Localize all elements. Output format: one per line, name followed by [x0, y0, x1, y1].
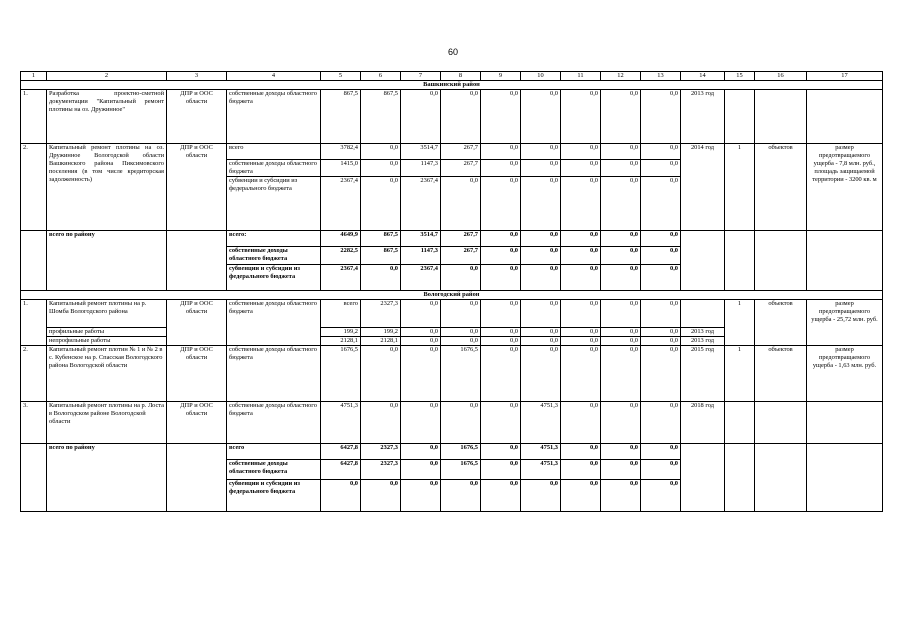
value-cell: 2327,3 — [361, 444, 401, 460]
table-row — [21, 144, 883, 160]
value-cell: 0,0 — [521, 231, 561, 247]
table-body — [21, 72, 883, 512]
value-cell: 4751,3 — [521, 444, 561, 460]
total-label-cell: всего по району — [47, 444, 167, 512]
value-cell: 4751,3 — [321, 402, 361, 444]
total-row — [21, 231, 883, 247]
value-cell: 0,0 — [641, 247, 681, 265]
value-cell: 867,5 — [361, 247, 401, 265]
value-cell: 0,0 — [601, 231, 641, 247]
funding-source-cell: собственные доходы областного бюджета — [227, 346, 321, 402]
value-cell: 0,0 — [481, 300, 521, 328]
value-cell: 0,0 — [601, 265, 641, 291]
quantity-cell — [725, 402, 755, 444]
column-number: 5 — [321, 72, 361, 81]
value-cell: 0,0 — [441, 300, 481, 328]
value-cell: 267,7 — [441, 231, 481, 247]
column-number: 3 — [167, 72, 227, 81]
value-cell: 0,0 — [601, 402, 641, 444]
value-cell: 0,0 — [561, 480, 601, 512]
value-cell: 0,0 — [361, 480, 401, 512]
value-cell: 0,0 — [641, 300, 681, 328]
executor-cell: ДПР и ООС области — [167, 346, 227, 402]
value-cell: 0,0 — [561, 402, 601, 444]
value-cell: 0,0 — [601, 247, 641, 265]
value-cell: 0,0 — [601, 160, 641, 177]
column-number-row — [21, 72, 883, 81]
value-cell: 0,0 — [601, 337, 641, 346]
funding-source-cell: субвенции и субсидии из федерального бюджета — [227, 480, 321, 512]
value-cell: 6427,8 — [321, 444, 361, 460]
value-cell: 0,0 — [561, 90, 601, 144]
measure-name-cell: Капитальный ремонт плотины на р. Лоста в Вологодском районе Вологодской области — [47, 402, 167, 444]
value-cell: 0,0 — [401, 90, 441, 144]
value-cell: 3782,4 — [321, 144, 361, 160]
executor-cell: ДПР и ООС области — [167, 402, 227, 444]
quantity-cell: 1 — [725, 144, 755, 231]
value-cell: 2128,1 — [361, 337, 401, 346]
value-cell: 0,0 — [521, 177, 561, 231]
column-number: 10 — [521, 72, 561, 81]
empty-cell — [755, 444, 807, 512]
column-number: 17 — [807, 72, 883, 81]
value-cell: 0,0 — [441, 265, 481, 291]
effect-cell — [807, 90, 883, 144]
value-cell: 0,0 — [641, 144, 681, 160]
measure-name-cell: Капитальный ремонт плотины на оз. Дружинное Вологодской области Вашкинского района Пиксимовского поселения (в том числе кредиторская задолженность) — [47, 144, 167, 231]
row-number-cell: 2. — [21, 144, 47, 231]
row-number-cell: 1. — [21, 90, 47, 144]
executor-cell: ДПР и ООС области — [167, 144, 227, 231]
empty-cell — [725, 444, 755, 512]
value-cell: 0,0 — [641, 480, 681, 512]
value-cell: 0,0 — [561, 177, 601, 231]
value-cell: 0,0 — [481, 160, 521, 177]
effect-cell: размер предотвращаемого ущерба - 25,72 млн. руб. — [807, 300, 883, 346]
unit-cell: объектов — [755, 144, 807, 231]
year-cell — [681, 300, 725, 328]
effect-cell — [807, 402, 883, 444]
value-cell: 1676,5 — [441, 444, 481, 460]
district-title: Вашкинский район — [21, 81, 883, 90]
value-cell: 0,0 — [641, 346, 681, 402]
value-cell: 0,0 — [481, 480, 521, 512]
value-cell: 0,0 — [521, 160, 561, 177]
value-cell: 0,0 — [641, 337, 681, 346]
value-cell: 0,0 — [601, 144, 641, 160]
value-cell: 0,0 — [561, 144, 601, 160]
value-cell: 1147,3 — [401, 160, 441, 177]
page-number: 60 — [447, 47, 458, 57]
value-cell: 867,5 — [361, 231, 401, 247]
value-cell: 0,0 — [561, 337, 601, 346]
funding-source-cell: собственные доходы областного бюджета — [227, 300, 321, 346]
value-cell: 0,0 — [521, 337, 561, 346]
column-number: 2 — [47, 72, 167, 81]
value-cell: 0,0 — [481, 177, 521, 231]
row-number-cell: 1. — [21, 300, 47, 346]
value-cell: 0,0 — [601, 444, 641, 460]
empty-cell — [21, 444, 47, 512]
value-cell: 1676,5 — [441, 460, 481, 480]
column-number: 15 — [725, 72, 755, 81]
value-cell: 0,0 — [481, 460, 521, 480]
column-number: 12 — [601, 72, 641, 81]
measure-name-cell: Разработка проектно-сметной документации "Капитальный ремонт плотины на оз. Дружинное" — [47, 90, 167, 144]
measure-name-cell: Капитальный ремонт плотины на р. Шомба Вологодского района — [47, 300, 167, 328]
value-cell: 0,0 — [521, 300, 561, 328]
value-cell: 2327,3 — [361, 460, 401, 480]
column-number: 16 — [755, 72, 807, 81]
empty-cell — [807, 444, 883, 512]
value-cell: 0,0 — [401, 337, 441, 346]
value-cell: 0,0 — [521, 480, 561, 512]
column-number: 13 — [641, 72, 681, 81]
value-cell: 0,0 — [441, 90, 481, 144]
column-number: 9 — [481, 72, 521, 81]
value-cell: 0,0 — [361, 160, 401, 177]
funding-source-cell: всего — [227, 144, 321, 160]
value-cell: 0,0 — [561, 300, 601, 328]
quantity-cell: 1 — [725, 346, 755, 402]
value-cell: 0,0 — [641, 444, 681, 460]
column-number: 4 — [227, 72, 321, 81]
empty-cell — [755, 231, 807, 291]
funding-source-cell: субвенции и субсидии из федерального бюджета — [227, 177, 321, 231]
value-cell: 0,0 — [641, 177, 681, 231]
value-cell: 867,5 — [361, 90, 401, 144]
value-cell: 0,0 — [401, 402, 441, 444]
funding-source-cell: собственные доходы областного бюджета — [227, 90, 321, 144]
empty-cell — [21, 231, 47, 291]
empty-cell — [167, 444, 227, 512]
value-cell: 0,0 — [601, 346, 641, 402]
value-cell: 0,0 — [401, 300, 441, 328]
row-number-cell: 2. — [21, 346, 47, 402]
column-number: 8 — [441, 72, 481, 81]
value-cell: 0,0 — [481, 346, 521, 402]
column-number: 1 — [21, 72, 47, 81]
quantity-cell — [725, 90, 755, 144]
value-cell: 4751,3 — [521, 460, 561, 480]
value-cell: 2367,4 — [321, 265, 361, 291]
empty-cell — [167, 231, 227, 291]
table-row — [21, 300, 883, 328]
value-cell: 0,0 — [481, 328, 521, 337]
value-cell: 0,0 — [561, 231, 601, 247]
value-cell: 0,0 — [401, 460, 441, 480]
value-cell: 0,0 — [361, 346, 401, 402]
empty-cell — [725, 231, 755, 291]
value-cell: 0,0 — [561, 328, 601, 337]
value-cell: 0,0 — [521, 328, 561, 337]
value-cell: 0,0 — [361, 177, 401, 231]
value-cell: 0,0 — [601, 328, 641, 337]
value-cell: 0,0 — [401, 328, 441, 337]
value-cell: 0,0 — [601, 90, 641, 144]
value-cell: 1676,5 — [441, 346, 481, 402]
district-row — [21, 81, 883, 90]
value-cell: 0,0 — [441, 328, 481, 337]
year-cell: 2013 год — [681, 337, 725, 346]
value-cell: 2282,5 — [321, 247, 361, 265]
value-cell: 0,0 — [401, 480, 441, 512]
value-cell: 0,0 — [441, 480, 481, 512]
quantity-cell: 1 — [725, 300, 755, 346]
value-cell: 0,0 — [361, 144, 401, 160]
value-cell: 267,7 — [441, 247, 481, 265]
value-cell: 0,0 — [481, 231, 521, 247]
total-label-cell: всего по району — [47, 231, 167, 291]
value-cell: 6427,8 — [321, 460, 361, 480]
value-cell: 0,0 — [641, 328, 681, 337]
value-cell: 0,0 — [481, 265, 521, 291]
value-cell: 0,0 — [401, 346, 441, 402]
value-cell: 0,0 — [521, 346, 561, 402]
value-cell: 0,0 — [521, 144, 561, 160]
value-cell: 0,0 — [561, 160, 601, 177]
column-number: 7 — [401, 72, 441, 81]
budget-table — [20, 71, 883, 512]
year-cell: 2013 год — [681, 328, 725, 337]
value-cell: 0,0 — [521, 247, 561, 265]
value-cell: 0,0 — [321, 480, 361, 512]
table-row — [21, 90, 883, 144]
empty-cell — [681, 444, 725, 512]
value-cell: 0,0 — [601, 480, 641, 512]
value-cell: 3514,7 — [401, 231, 441, 247]
year-cell: 2013 год — [681, 90, 725, 144]
executor-cell: ДПР и ООС области — [167, 300, 227, 346]
value-cell: 0,0 — [521, 265, 561, 291]
unit-cell — [755, 402, 807, 444]
measure-name-cell: профильные работы — [47, 328, 167, 337]
value-cell: 3514,7 — [401, 144, 441, 160]
value-cell: 0,0 — [641, 160, 681, 177]
value-cell: 2327,3 — [361, 300, 401, 328]
value-cell: 1676,5 — [321, 346, 361, 402]
funding-source-cell: всего: — [227, 231, 321, 247]
value-cell: 267,7 — [441, 160, 481, 177]
value-cell: 0,0 — [481, 247, 521, 265]
value-cell: 1415,0 — [321, 160, 361, 177]
funding-source-cell: собственные доходы областного бюджета — [227, 460, 321, 480]
empty-cell — [807, 231, 883, 291]
value-cell: 2367,4 — [401, 265, 441, 291]
value-cell: 0,0 — [561, 247, 601, 265]
value-cell: 199,2 — [321, 328, 361, 337]
funding-source-cell: субвенции и субсидии из федерального бюджета — [227, 265, 321, 291]
value-cell: 0,0 — [561, 265, 601, 291]
column-number: 6 — [361, 72, 401, 81]
value-cell: 2128,1 — [321, 337, 361, 346]
value-cell: 0,0 — [641, 402, 681, 444]
funding-source-cell: всего — [227, 444, 321, 460]
value-cell: 0,0 — [641, 460, 681, 480]
value-cell: 0,0 — [441, 402, 481, 444]
empty-cell — [681, 231, 725, 291]
row-number-cell: 3. — [21, 402, 47, 444]
total-row — [21, 444, 883, 460]
measure-name-cell: непрофильные работы — [47, 337, 167, 346]
value-cell: 267,7 — [441, 144, 481, 160]
district-title: Вологодский район — [21, 291, 883, 300]
value-cell: 0,0 — [481, 337, 521, 346]
effect-cell: размер предотвращаемого ущерба - 7,8 млн. руб., площадь защищаемой территории - 3200 кв. м — [807, 144, 883, 231]
value-cell: 0,0 — [601, 460, 641, 480]
value-cell: 0,0 — [561, 460, 601, 480]
year-cell: 2018 год — [681, 402, 725, 444]
value-cell: 0,0 — [641, 231, 681, 247]
value-cell: 0,0 — [401, 444, 441, 460]
funding-source-cell: собственные доходы областного бюджета — [227, 160, 321, 177]
value-cell: 0,0 — [441, 337, 481, 346]
executor-cell: ДПР и ООС области — [167, 90, 227, 144]
unit-cell — [755, 90, 807, 144]
value-cell: 4751,3 — [521, 402, 561, 444]
value-cell: 4649,9 — [321, 231, 361, 247]
value-cell: 1147,3 — [401, 247, 441, 265]
funding-source-cell: собственные доходы областного бюджета — [227, 247, 321, 265]
value-cell: 0,0 — [561, 346, 601, 402]
value-cell: 199,2 — [361, 328, 401, 337]
column-number: 11 — [561, 72, 601, 81]
value-cell: 0,0 — [361, 265, 401, 291]
effect-cell: размер предотвращаемого ущерба - 1,63 млн. руб. — [807, 346, 883, 402]
value-cell: 0,0 — [481, 444, 521, 460]
year-cell: 2015 год — [681, 346, 725, 402]
measure-name-cell: Капитальный ремонт плотин № 1 и № 2 в с. Кубенское на р. Спасская Вологодского района Вологодской области — [47, 346, 167, 402]
value-cell: 0,0 — [481, 144, 521, 160]
value-cell: 0,0 — [481, 90, 521, 144]
value-cell: 0,0 — [481, 402, 521, 444]
unit-cell: объектов — [755, 346, 807, 402]
value-cell: 0,0 — [561, 444, 601, 460]
value-cell: 0,0 — [601, 177, 641, 231]
value-cell: 2367,4 — [321, 177, 361, 231]
funding-source-cell: собственные доходы областного бюджета — [227, 402, 321, 444]
value-cell: 0,0 — [641, 265, 681, 291]
value-cell: 0,0 — [641, 90, 681, 144]
table-row — [21, 346, 883, 402]
table-row — [21, 402, 883, 444]
value-cell: 2367,4 — [401, 177, 441, 231]
value-cell: 867,5 — [321, 90, 361, 144]
value-cell: 0,0 — [601, 300, 641, 328]
value-cell: 0,0 — [441, 177, 481, 231]
value-cell: 0,0 — [521, 90, 561, 144]
column-number: 14 — [681, 72, 725, 81]
value-cell: 0,0 — [361, 402, 401, 444]
district-row — [21, 291, 883, 300]
value-cell: всего — [321, 300, 361, 328]
year-cell: 2014 год — [681, 144, 725, 231]
unit-cell: объектов — [755, 300, 807, 346]
